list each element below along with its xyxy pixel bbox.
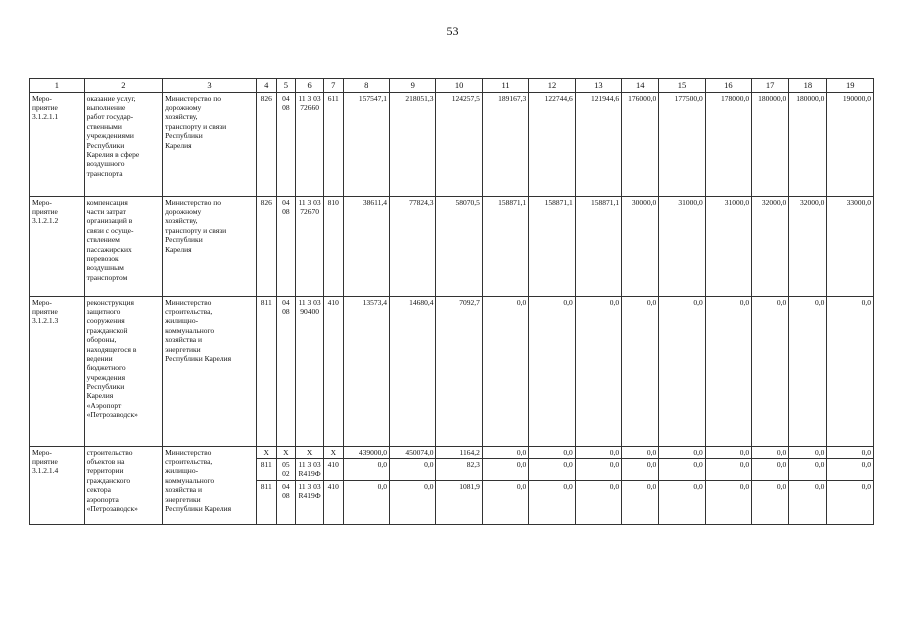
value-cell: 122744,6 xyxy=(529,92,575,196)
value-cell: 0,0 xyxy=(622,459,659,481)
code-cell: 811 xyxy=(256,296,276,446)
activity-name-cell: строительство объектов на территории гражданского сектора аэропорта «Петрозаводск» xyxy=(84,446,162,524)
budget-table xyxy=(29,78,874,525)
value-cell: 0,0 xyxy=(752,296,789,446)
code-cell: 11 3 03 72670 xyxy=(296,196,324,296)
code-cell: 11 3 03 R419Ф xyxy=(296,459,324,481)
value-cell: 30000,0 xyxy=(622,196,659,296)
value-cell: 0,0 xyxy=(659,459,705,481)
value-cell: 77824,3 xyxy=(390,196,436,296)
column-number: 19 xyxy=(827,79,874,93)
value-cell: 121944,6 xyxy=(575,92,621,196)
page-number: 53 xyxy=(446,24,459,38)
column-number: 7 xyxy=(324,79,344,93)
value-cell: 0,0 xyxy=(659,446,705,458)
value-cell: 38611,4 xyxy=(343,196,389,296)
value-cell: 33000,0 xyxy=(827,196,874,296)
code-cell: 826 xyxy=(256,196,276,296)
value-cell: 0,0 xyxy=(390,481,436,525)
value-cell: 0,0 xyxy=(575,446,621,458)
value-cell: 0,0 xyxy=(659,481,705,525)
ministry-cell: Министерство строительства, жилищно- коммунального хозяйства и энергетики Республики Карелия xyxy=(163,446,257,524)
value-cell: 178000,0 xyxy=(705,92,751,196)
ministry-cell: Министерство строительства, жилищно- коммунального хозяйства и энергетики Республики Карелия xyxy=(163,296,257,446)
value-cell: 218051,3 xyxy=(390,92,436,196)
value-cell: 0,0 xyxy=(752,481,789,525)
value-cell: 0,0 xyxy=(575,296,621,446)
value-cell: 0,0 xyxy=(482,459,528,481)
activity-name-cell: компенсация части затрат организаций в связи с осуще- ствлением пассажирских перевозок воздушным транспортом xyxy=(84,196,162,296)
activity-id-cell: Меро- приятие 3.1.2.1.1 xyxy=(30,92,85,196)
value-cell: 0,0 xyxy=(529,296,575,446)
table-row xyxy=(30,92,874,196)
value-cell: 439000,0 xyxy=(343,446,389,458)
ministry-cell: Министерство по дорожному хозяйству, транспорту и связи Республики Карелия xyxy=(163,196,257,296)
value-cell: 124257,5 xyxy=(436,92,482,196)
code-cell: Х xyxy=(324,446,344,458)
value-cell: 14680,4 xyxy=(390,296,436,446)
value-cell: 0,0 xyxy=(529,481,575,525)
code-cell: 410 xyxy=(324,481,344,525)
value-cell: 0,0 xyxy=(659,296,705,446)
value-cell: 0,0 xyxy=(789,296,827,446)
code-cell: 410 xyxy=(324,296,344,446)
ministry-cell: Министерство по дорожному хозяйству, транспорту и связи Республики Карелия xyxy=(163,92,257,196)
value-cell: 0,0 xyxy=(622,481,659,525)
value-cell: 0,0 xyxy=(705,446,751,458)
code-cell: 826 xyxy=(256,92,276,196)
table-row xyxy=(30,196,874,296)
value-cell: 0,0 xyxy=(343,459,389,481)
code-cell: 810 xyxy=(324,196,344,296)
table-row xyxy=(30,446,874,458)
column-number: 16 xyxy=(705,79,751,93)
column-number: 11 xyxy=(482,79,528,93)
value-cell: 158871,1 xyxy=(482,196,528,296)
code-cell: 611 xyxy=(324,92,344,196)
value-cell: 1164,2 xyxy=(436,446,482,458)
value-cell: 0,0 xyxy=(529,459,575,481)
value-cell: 0,0 xyxy=(529,446,575,458)
value-cell: 0,0 xyxy=(390,459,436,481)
column-number: 4 xyxy=(256,79,276,93)
code-cell: 811 xyxy=(256,481,276,525)
column-number: 17 xyxy=(752,79,789,93)
value-cell: 158871,1 xyxy=(529,196,575,296)
activity-name-cell: реконструкция защитного сооружения гражданской обороны, находящегося в ведении бюджетного учреждения Республики Карелия «Аэропорт «Петрозаводск» xyxy=(84,296,162,446)
value-cell: 0,0 xyxy=(575,481,621,525)
column-number: 1 xyxy=(30,79,85,93)
column-number-row xyxy=(30,79,874,93)
value-cell: 0,0 xyxy=(705,481,751,525)
column-number: 9 xyxy=(390,79,436,93)
column-number: 14 xyxy=(622,79,659,93)
value-cell: 0,0 xyxy=(343,481,389,525)
activity-id-cell: Меро- приятие 3.1.2.1.3 xyxy=(30,296,85,446)
value-cell: 180000,0 xyxy=(752,92,789,196)
column-number: 5 xyxy=(276,79,296,93)
value-cell: 176000,0 xyxy=(622,92,659,196)
value-cell: 0,0 xyxy=(789,481,827,525)
value-cell: 0,0 xyxy=(752,459,789,481)
column-number: 10 xyxy=(436,79,482,93)
value-cell: 180000,0 xyxy=(789,92,827,196)
activity-id-cell: Меро- приятие 3.1.2.1.4 xyxy=(30,446,85,524)
code-cell: 410 xyxy=(324,459,344,481)
value-cell: 7092,7 xyxy=(436,296,482,446)
code-cell: 11 3 03 R419Ф xyxy=(296,481,324,525)
value-cell: 1081,9 xyxy=(436,481,482,525)
value-cell: 0,0 xyxy=(789,459,827,481)
value-cell: 31000,0 xyxy=(659,196,705,296)
column-number: 2 xyxy=(84,79,162,93)
code-cell: 04 08 xyxy=(276,196,296,296)
column-number: 8 xyxy=(343,79,389,93)
table-row xyxy=(30,296,874,446)
value-cell: 13573,4 xyxy=(343,296,389,446)
code-cell: 811 xyxy=(256,459,276,481)
value-cell: 0,0 xyxy=(622,296,659,446)
value-cell: 0,0 xyxy=(789,446,827,458)
code-cell: 11 3 03 90400 xyxy=(296,296,324,446)
value-cell: 0,0 xyxy=(752,446,789,458)
value-cell: 0,0 xyxy=(827,446,874,458)
value-cell: 450074,0 xyxy=(390,446,436,458)
value-cell: 190000,0 xyxy=(827,92,874,196)
column-number: 12 xyxy=(529,79,575,93)
value-cell: 157547,1 xyxy=(343,92,389,196)
value-cell: 177500,0 xyxy=(659,92,705,196)
value-cell: 0,0 xyxy=(622,446,659,458)
value-cell: 0,0 xyxy=(705,459,751,481)
value-cell: 0,0 xyxy=(827,296,874,446)
code-cell: Х xyxy=(276,446,296,458)
code-cell: 05 02 xyxy=(276,459,296,481)
code-cell: Х xyxy=(296,446,324,458)
column-number: 15 xyxy=(659,79,705,93)
code-cell: 04 08 xyxy=(276,296,296,446)
value-cell: 0,0 xyxy=(482,481,528,525)
code-cell: 04 08 xyxy=(276,92,296,196)
value-cell: 0,0 xyxy=(482,296,528,446)
code-cell: Х xyxy=(256,446,276,458)
value-cell: 0,0 xyxy=(827,459,874,481)
value-cell: 158871,1 xyxy=(575,196,621,296)
value-cell: 0,0 xyxy=(575,459,621,481)
activity-name-cell: оказание услуг, выполнение работ государ- ственными учреждениями Республики Карелия в сфере воздушного транспорта xyxy=(84,92,162,196)
column-number: 18 xyxy=(789,79,827,93)
value-cell: 0,0 xyxy=(482,446,528,458)
value-cell: 189167,3 xyxy=(482,92,528,196)
value-cell: 31000,0 xyxy=(705,196,751,296)
activity-id-cell: Меро- приятие 3.1.2.1.2 xyxy=(30,196,85,296)
code-cell: 04 08 xyxy=(276,481,296,525)
column-number: 13 xyxy=(575,79,621,93)
code-cell: 11 3 03 72660 xyxy=(296,92,324,196)
value-cell: 82,3 xyxy=(436,459,482,481)
value-cell: 0,0 xyxy=(705,296,751,446)
value-cell: 32000,0 xyxy=(752,196,789,296)
value-cell: 0,0 xyxy=(827,481,874,525)
column-number: 3 xyxy=(163,79,257,93)
value-cell: 32000,0 xyxy=(789,196,827,296)
column-number: 6 xyxy=(296,79,324,93)
value-cell: 58070,5 xyxy=(436,196,482,296)
